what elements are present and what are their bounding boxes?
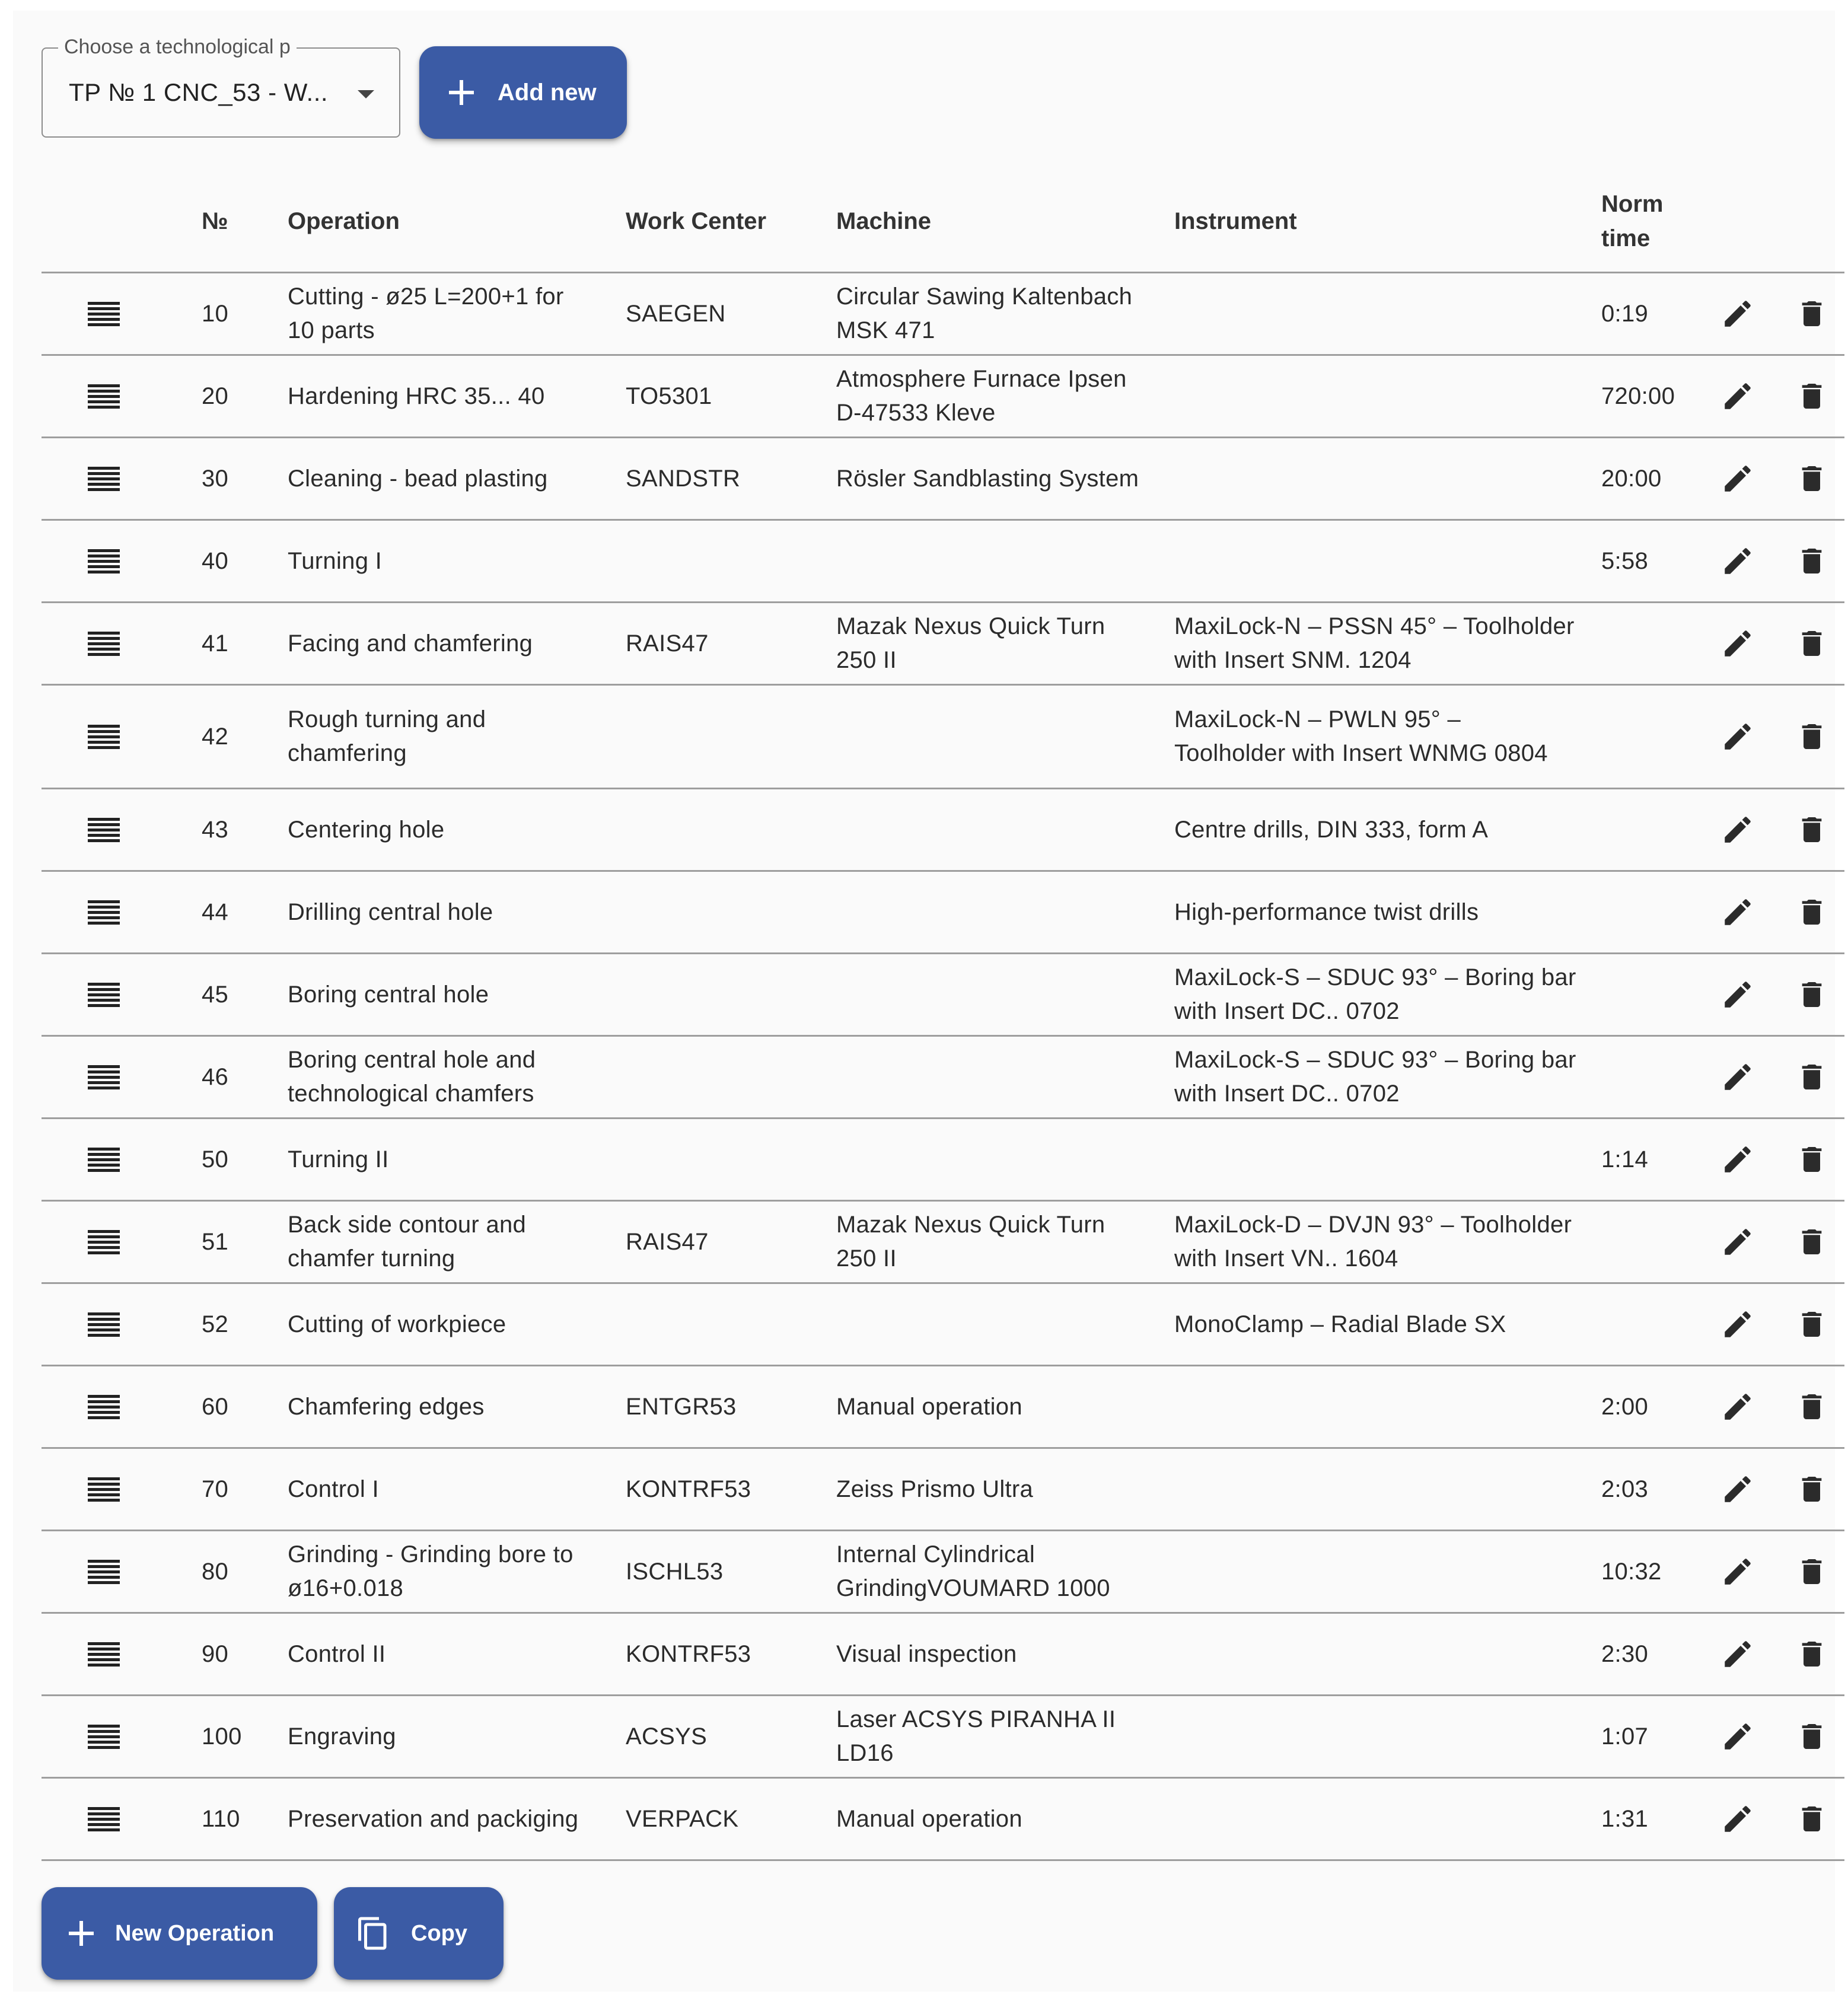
row-number: 41 <box>202 630 229 657</box>
row-machine: Zeiss Prismo Ultra <box>836 1476 1034 1502</box>
copy-button[interactable] <box>334 1887 504 1980</box>
row-number: 100 <box>202 1723 242 1750</box>
trash-icon <box>1795 1059 1828 1095</box>
pencil-icon <box>1720 1225 1755 1259</box>
row-number: 46 <box>202 1063 229 1090</box>
trash-icon <box>1795 543 1828 579</box>
drag-handle[interactable] <box>83 872 125 952</box>
row-number: 70 <box>202 1476 229 1502</box>
row-operation: Turning II <box>288 1146 389 1172</box>
table-row[interactable] <box>42 273 1844 356</box>
row-operation: Hardening HRC 35... 40 <box>288 383 545 409</box>
drag-handle-icon[interactable] <box>88 1230 120 1254</box>
table-row[interactable] <box>42 1696 1844 1779</box>
pencil-icon <box>1720 977 1755 1012</box>
drag-handle-icon[interactable] <box>88 1395 120 1419</box>
row-operation: Boring central hole <box>288 981 489 1008</box>
row-work-center: SAEGEN <box>626 300 726 327</box>
row-number: 43 <box>202 816 229 843</box>
row-number: 30 <box>202 465 229 492</box>
pencil-icon <box>1720 1637 1755 1671</box>
row-machine: Visual inspection <box>836 1640 1017 1667</box>
delete-button[interactable] <box>1788 1037 1836 1117</box>
row-norm-time: 1:07 <box>1601 1723 1649 1750</box>
edit-button[interactable] <box>1714 1366 1761 1447</box>
edit-button[interactable] <box>1714 273 1761 354</box>
row-operation: Control I <box>288 1476 379 1502</box>
drag-handle[interactable] <box>83 789 125 870</box>
drag-handle-icon[interactable] <box>88 725 120 749</box>
table-body <box>42 273 1844 1861</box>
row-work-center: ENTGR53 <box>626 1393 737 1420</box>
edit-button[interactable] <box>1714 521 1761 601</box>
row-norm-time: 5:58 <box>1601 547 1649 574</box>
pencil-icon <box>1720 719 1755 754</box>
row-number: 45 <box>202 981 229 1008</box>
row-operation: Boring central hole and technological chamfers <box>288 1047 536 1107</box>
delete-button[interactable] <box>1788 686 1836 788</box>
edit-button[interactable] <box>1714 1202 1761 1282</box>
drag-handle[interactable] <box>83 1449 125 1530</box>
delete-button[interactable] <box>1788 273 1836 354</box>
row-operation: Grinding - Grinding bore to ø16+0.018 <box>288 1541 573 1601</box>
row-number: 50 <box>202 1146 229 1172</box>
table-row[interactable] <box>42 1366 1844 1449</box>
row-instrument: MaxiLock-S – SDUC 93° – Boring bar with Insert DC.. 0702 <box>1174 964 1576 1024</box>
dropdown-arrow-icon[interactable] <box>358 90 374 98</box>
table-row[interactable] <box>42 603 1844 686</box>
drag-handle-icon[interactable] <box>88 900 120 925</box>
pencil-icon <box>1720 1142 1755 1177</box>
pencil-icon <box>1720 1472 1755 1506</box>
row-number: 44 <box>202 898 229 925</box>
pencil-icon <box>1720 1390 1755 1424</box>
drag-handle[interactable] <box>83 521 125 601</box>
row-operation: Control II <box>288 1640 386 1667</box>
drag-handle[interactable] <box>83 954 125 1035</box>
table-row[interactable] <box>42 789 1844 872</box>
edit-button[interactable] <box>1714 1119 1761 1200</box>
header-norm-time: Norm time <box>1601 191 1664 251</box>
row-operation: Preservation and packiging <box>288 1805 579 1832</box>
delete-button[interactable] <box>1788 872 1836 952</box>
row-norm-time: 720:00 <box>1601 383 1675 409</box>
row-norm-time: 2:03 <box>1601 1476 1649 1502</box>
row-work-center: KONTRF53 <box>626 1640 751 1667</box>
row-operation: Cleaning - bead plasting <box>288 465 548 492</box>
edit-button[interactable] <box>1714 1037 1761 1117</box>
drag-handle-icon[interactable] <box>88 1807 120 1831</box>
row-number: 51 <box>202 1228 229 1255</box>
table-row[interactable] <box>42 356 1844 438</box>
row-machine: Circular Sawing Kaltenbach MSK 471 <box>836 283 1133 343</box>
table-header <box>42 171 1844 273</box>
pencil-icon <box>1720 297 1755 331</box>
drag-handle-icon[interactable] <box>88 1065 120 1089</box>
copy-label: Copy <box>411 1920 467 1946</box>
table-row[interactable] <box>42 1531 1844 1614</box>
drag-handle-icon[interactable] <box>88 1560 120 1584</box>
table-row[interactable] <box>42 954 1844 1037</box>
row-work-center: KONTRF53 <box>626 1476 751 1502</box>
table-row[interactable] <box>42 1119 1844 1202</box>
row-machine: Atmosphere Furnace Ipsen D-47533 Kleve <box>836 366 1127 426</box>
pencil-icon <box>1720 379 1755 413</box>
drag-handle-icon[interactable] <box>88 549 120 573</box>
row-instrument: MaxiLock-S – SDUC 93° – Boring bar with Insert DC.. 0702 <box>1174 1047 1576 1107</box>
delete-button[interactable] <box>1788 1119 1836 1200</box>
drag-handle[interactable] <box>83 1037 125 1117</box>
delete-button[interactable] <box>1788 1531 1836 1612</box>
delete-button[interactable] <box>1788 1614 1836 1694</box>
table-row[interactable] <box>42 1202 1844 1284</box>
drag-handle[interactable] <box>83 1696 125 1777</box>
drag-handle[interactable] <box>83 1531 125 1612</box>
row-number: 110 <box>202 1805 240 1832</box>
select-label: Choose a technological p <box>58 36 297 59</box>
row-instrument: MaxiLock-D – DVJN 93° – Toolholder with Insert VN.. 1604 <box>1174 1212 1572 1272</box>
row-work-center: VERPACK <box>626 1805 739 1832</box>
copy-icon <box>355 1914 391 1952</box>
row-work-center: ISCHL53 <box>626 1558 724 1585</box>
delete-button[interactable] <box>1788 1202 1836 1282</box>
pencil-icon <box>1720 1719 1755 1754</box>
drag-handle[interactable] <box>83 1614 125 1694</box>
table-row[interactable] <box>42 1779 1844 1861</box>
edit-button[interactable] <box>1714 954 1761 1035</box>
row-machine: Laser ACSYS PIRANHA II LD16 <box>836 1706 1116 1766</box>
row-operation: Turning I <box>288 547 383 574</box>
delete-button[interactable] <box>1788 356 1836 436</box>
pencil-icon <box>1720 626 1755 661</box>
pencil-icon <box>1720 544 1755 578</box>
table-row[interactable] <box>42 872 1844 954</box>
row-machine: Manual operation <box>836 1805 1022 1832</box>
pencil-icon <box>1720 1802 1755 1836</box>
row-norm-time: 0:19 <box>1601 300 1649 327</box>
header-operation: Operation <box>288 208 400 234</box>
delete-button[interactable] <box>1788 1449 1836 1530</box>
drag-handle[interactable] <box>83 1119 125 1200</box>
drag-handle-icon[interactable] <box>88 384 120 409</box>
table-row[interactable] <box>42 1284 1844 1366</box>
edit-button[interactable] <box>1714 1614 1761 1694</box>
edit-button[interactable] <box>1714 603 1761 684</box>
edit-button[interactable] <box>1714 356 1761 436</box>
table-row[interactable] <box>42 686 1844 789</box>
row-number: 20 <box>202 383 229 409</box>
trash-icon <box>1795 977 1828 1012</box>
row-instrument: Centre drills, DIN 333, form A <box>1174 816 1489 843</box>
table-row[interactable] <box>42 1037 1844 1119</box>
row-number: 52 <box>202 1311 229 1337</box>
header-instrument: Instrument <box>1174 208 1297 234</box>
operations-panel <box>13 11 1835 1992</box>
add-new-label: Add new <box>498 79 597 106</box>
row-instrument: High-performance twist drills <box>1174 898 1479 925</box>
drag-handle-icon[interactable] <box>88 1725 120 1749</box>
row-operation: Cutting - ø25 L=200+1 for 10 parts <box>288 283 564 343</box>
row-work-center: RAIS47 <box>626 1228 709 1255</box>
edit-button[interactable] <box>1714 1449 1761 1530</box>
row-norm-time: 2:30 <box>1601 1640 1649 1667</box>
row-operation: Centering hole <box>288 816 445 843</box>
drag-handle-icon[interactable] <box>88 1148 120 1172</box>
technological-process-select[interactable] <box>42 36 400 138</box>
row-operation: Cutting of workpiece <box>288 1311 506 1337</box>
delete-button[interactable] <box>1788 521 1836 601</box>
row-work-center: ACSYS <box>626 1723 708 1750</box>
drag-handle[interactable] <box>83 356 125 436</box>
drag-handle[interactable] <box>83 603 125 684</box>
edit-button[interactable] <box>1714 789 1761 870</box>
pencil-icon <box>1720 1554 1755 1589</box>
trash-icon <box>1795 719 1828 754</box>
row-operation: Back side contour and chamfer turning <box>288 1212 527 1272</box>
row-instrument: MaxiLock-N – PWLN 95° – Toolholder with Insert WNMG 0804 <box>1174 706 1548 766</box>
row-machine: Mazak Nexus Quick Turn 250 II <box>836 613 1105 673</box>
row-machine: Manual operation <box>836 1393 1022 1420</box>
delete-button[interactable] <box>1788 954 1836 1035</box>
row-work-center: SANDSTR <box>626 465 741 492</box>
trash-icon <box>1795 626 1828 661</box>
table-row[interactable] <box>42 521 1844 603</box>
trash-icon <box>1795 378 1828 414</box>
pencil-icon <box>1720 895 1755 929</box>
row-machine: Mazak Nexus Quick Turn 250 II <box>836 1212 1105 1272</box>
edit-button[interactable] <box>1714 686 1761 788</box>
add-new-button[interactable] <box>419 46 627 139</box>
row-work-center: TO5301 <box>626 383 712 409</box>
trash-icon <box>1795 1719 1828 1754</box>
trash-icon <box>1795 1554 1828 1589</box>
row-number: 60 <box>202 1393 229 1420</box>
row-machine: Rösler Sandblasting System <box>836 465 1139 492</box>
trash-icon <box>1795 1389 1828 1425</box>
trash-icon <box>1795 296 1828 332</box>
edit-button[interactable] <box>1714 872 1761 952</box>
row-number: 10 <box>202 300 229 327</box>
row-operation: Chamfering edges <box>288 1393 485 1420</box>
drag-handle-icon[interactable] <box>88 1312 120 1337</box>
delete-button[interactable] <box>1788 1284 1836 1365</box>
select-value: TP № 1 CNC_53 - W... <box>69 78 329 106</box>
pencil-icon <box>1720 1060 1755 1094</box>
header-num: № <box>202 208 228 234</box>
row-operation: Engraving <box>288 1723 396 1750</box>
pencil-icon <box>1720 812 1755 847</box>
drag-handle[interactable] <box>83 438 125 519</box>
delete-button[interactable] <box>1788 603 1836 684</box>
table-row[interactable] <box>42 1449 1844 1531</box>
plus-icon <box>69 1921 94 1946</box>
row-norm-time: 10:32 <box>1601 1558 1662 1585</box>
edit-button[interactable] <box>1714 1696 1761 1777</box>
drag-handle[interactable] <box>83 1779 125 1859</box>
row-operation: Facing and chamfering <box>288 630 533 657</box>
edit-button[interactable] <box>1714 1284 1761 1365</box>
row-operation: Rough turning and chamfering <box>288 706 486 766</box>
row-norm-time: 1:14 <box>1601 1146 1649 1172</box>
edit-button[interactable] <box>1714 1531 1761 1612</box>
drag-handle[interactable] <box>83 1202 125 1282</box>
drag-handle-icon[interactable] <box>88 818 120 842</box>
plus-icon <box>449 80 474 105</box>
row-norm-time: 2:00 <box>1601 1393 1649 1420</box>
row-instrument: MonoClamp – Radial Blade SX <box>1174 1311 1506 1337</box>
row-number: 42 <box>202 723 229 750</box>
drag-handle-icon[interactable] <box>88 1477 120 1502</box>
row-machine: Internal Cylindrical GrindingVOUMARD 1000 <box>836 1541 1110 1601</box>
drag-handle[interactable] <box>83 686 125 788</box>
row-work-center: RAIS47 <box>626 630 709 657</box>
row-norm-time: 1:31 <box>1601 1805 1649 1832</box>
table-row[interactable] <box>42 1614 1844 1696</box>
trash-icon <box>1795 894 1828 930</box>
trash-icon <box>1795 812 1828 847</box>
trash-icon <box>1795 1307 1828 1342</box>
row-number: 90 <box>202 1640 229 1667</box>
delete-button[interactable] <box>1788 1696 1836 1777</box>
trash-icon <box>1795 1142 1828 1177</box>
row-norm-time: 20:00 <box>1601 465 1662 492</box>
trash-icon <box>1795 1224 1828 1260</box>
operations-table <box>42 171 1844 1861</box>
trash-icon <box>1795 1636 1828 1672</box>
pencil-icon <box>1720 1307 1755 1342</box>
delete-button[interactable] <box>1788 1779 1836 1859</box>
header-work-center: Work Center <box>626 208 767 234</box>
header-machine: Machine <box>836 208 932 234</box>
delete-button[interactable] <box>1788 1366 1836 1447</box>
drag-handle-icon[interactable] <box>88 983 120 1007</box>
delete-button[interactable] <box>1788 789 1836 870</box>
row-operation: Drilling central hole <box>288 898 493 925</box>
delete-button[interactable] <box>1788 438 1836 519</box>
edit-button[interactable] <box>1714 1779 1761 1859</box>
pencil-icon <box>1720 461 1755 496</box>
row-instrument: MaxiLock-N – PSSN 45° – Toolholder with Insert SNM. 1204 <box>1174 613 1575 673</box>
new-operation-button[interactable] <box>42 1887 317 1980</box>
trash-icon <box>1795 1471 1828 1507</box>
row-number: 80 <box>202 1558 229 1585</box>
edit-button[interactable] <box>1714 438 1761 519</box>
new-operation-label: New Operation <box>115 1920 275 1946</box>
row-number: 40 <box>202 547 229 574</box>
table-row[interactable] <box>42 438 1844 521</box>
drag-handle-icon[interactable] <box>88 632 120 656</box>
drag-handle[interactable] <box>83 1366 125 1447</box>
trash-icon <box>1795 1801 1828 1837</box>
drag-handle-icon[interactable] <box>88 302 120 326</box>
drag-handle-icon[interactable] <box>88 1642 120 1667</box>
trash-icon <box>1795 461 1828 496</box>
drag-handle-icon[interactable] <box>88 467 120 491</box>
drag-handle[interactable] <box>83 1284 125 1365</box>
drag-handle[interactable] <box>83 273 125 354</box>
